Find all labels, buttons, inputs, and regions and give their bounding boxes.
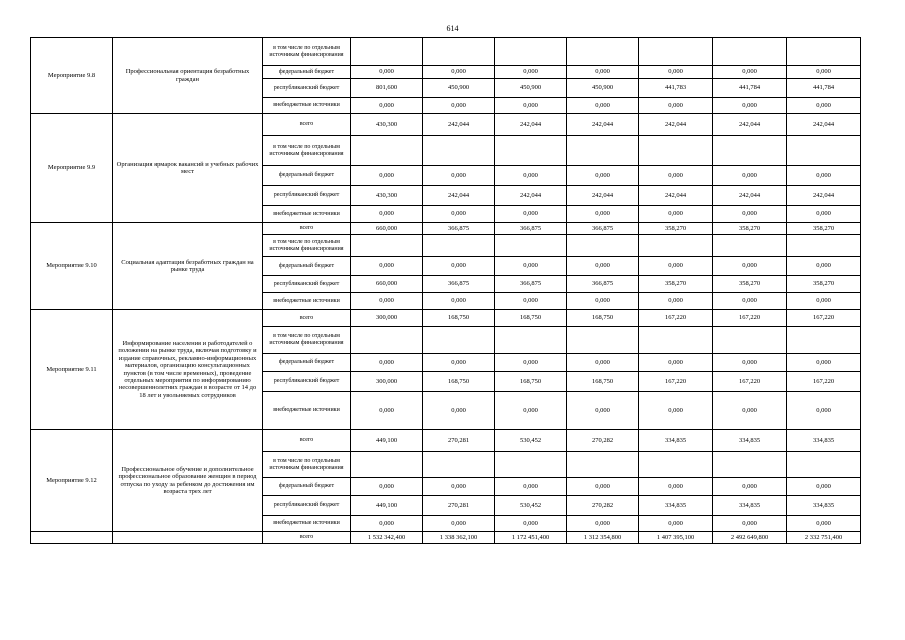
value-cell: 366,875: [567, 223, 639, 235]
value-cell: 167,220: [787, 310, 861, 327]
value-cell: 0,000: [639, 516, 713, 532]
value-cell: [351, 38, 423, 66]
value-cell: 0,000: [423, 98, 495, 114]
financing-table: [30, 37, 861, 544]
value-cell: 270,282: [567, 496, 639, 516]
funding-source-cell: республиканский бюджет: [263, 496, 351, 516]
funding-source-cell: внебюджетные источники: [263, 98, 351, 114]
value-cell: 0,000: [495, 257, 567, 276]
value-cell: 0,000: [423, 257, 495, 276]
value-cell: 167,220: [713, 310, 787, 327]
value-cell: 0,000: [639, 166, 713, 186]
funding-source-cell: федеральный бюджет: [263, 66, 351, 79]
value-cell: 0,000: [713, 257, 787, 276]
value-cell: 0,000: [713, 66, 787, 79]
funding-source-cell: республиканский бюджет: [263, 276, 351, 293]
funding-source-cell: республиканский бюджет: [263, 372, 351, 392]
value-cell: 450,900: [567, 79, 639, 98]
value-cell: [787, 327, 861, 354]
value-cell: 167,220: [713, 372, 787, 392]
value-cell: [713, 452, 787, 478]
value-cell: [351, 136, 423, 166]
value-cell: 0,000: [495, 166, 567, 186]
value-cell: 449,100: [351, 430, 423, 452]
funding-source-cell: в том числе по отдельным источникам финансирования: [263, 327, 351, 354]
value-cell: [351, 235, 423, 257]
description-cell: Информирование населения и работодателей о положении на рынке труда, включая подготовку и издание справочных, рекламно-информационных материалов, организацию консультационных пунктов (в том числе временных), проведение отдельных мероприятия по информированию несовершеннолетних граждан в возрасте от 14 до 18 лет и увольняемых сотрудников: [113, 310, 263, 430]
value-cell: 0,000: [423, 206, 495, 223]
funding-source-cell: всего: [263, 114, 351, 136]
value-cell: 334,835: [639, 430, 713, 452]
value-cell: 530,452: [495, 430, 567, 452]
value-cell: 0,000: [567, 98, 639, 114]
funding-source-cell: всего: [263, 310, 351, 327]
value-cell: [639, 327, 713, 354]
value-cell: [351, 327, 423, 354]
value-cell: 1 338 362,100: [423, 532, 495, 544]
value-cell: [713, 136, 787, 166]
value-cell: 168,750: [567, 310, 639, 327]
value-cell: 270,282: [567, 430, 639, 452]
value-cell: 430,300: [351, 186, 423, 206]
value-cell: 366,875: [495, 223, 567, 235]
value-cell: 0,000: [567, 354, 639, 372]
value-cell: 0,000: [787, 293, 861, 310]
funding-source-cell: всего: [263, 532, 351, 544]
funding-source-cell: в том числе по отдельным источникам финансирования: [263, 38, 351, 66]
value-cell: 0,000: [639, 392, 713, 430]
value-cell: 366,875: [423, 223, 495, 235]
value-cell: 441,784: [713, 79, 787, 98]
value-cell: 167,220: [639, 310, 713, 327]
value-cell: 450,900: [495, 79, 567, 98]
value-cell: 242,044: [639, 114, 713, 136]
value-cell: [495, 38, 567, 66]
value-cell: 0,000: [351, 354, 423, 372]
value-cell: 0,000: [423, 293, 495, 310]
value-cell: 430,300: [351, 114, 423, 136]
funding-source-cell: в том числе по отдельным источникам финансирования: [263, 452, 351, 478]
value-cell: 0,000: [351, 257, 423, 276]
funding-source-cell: в том числе по отдельным источникам финансирования: [263, 235, 351, 257]
funding-source-cell: внебюджетные источники: [263, 206, 351, 223]
value-cell: 334,835: [787, 496, 861, 516]
value-cell: [639, 235, 713, 257]
value-cell: 2 332 751,400: [787, 532, 861, 544]
value-cell: 300,000: [351, 372, 423, 392]
value-cell: 0,000: [351, 98, 423, 114]
value-cell: 242,044: [495, 186, 567, 206]
value-cell: [423, 235, 495, 257]
value-cell: [495, 136, 567, 166]
value-cell: 167,220: [639, 372, 713, 392]
value-cell: 0,000: [713, 98, 787, 114]
value-cell: 242,044: [495, 114, 567, 136]
value-cell: 0,000: [787, 206, 861, 223]
funding-source-cell: федеральный бюджет: [263, 166, 351, 186]
value-cell: 0,000: [351, 206, 423, 223]
value-cell: 0,000: [495, 392, 567, 430]
value-cell: [423, 38, 495, 66]
value-cell: [787, 136, 861, 166]
value-cell: 0,000: [567, 392, 639, 430]
value-cell: 0,000: [713, 206, 787, 223]
value-cell: 660,000: [351, 276, 423, 293]
value-cell: 0,000: [423, 66, 495, 79]
value-cell: 0,000: [639, 478, 713, 496]
value-cell: 0,000: [639, 66, 713, 79]
value-cell: 242,044: [567, 186, 639, 206]
funding-source-cell: внебюджетные источники: [263, 392, 351, 430]
value-cell: 358,270: [713, 223, 787, 235]
table-row: [31, 532, 861, 544]
value-cell: 0,000: [423, 478, 495, 496]
funding-source-cell: республиканский бюджет: [263, 186, 351, 206]
value-cell: [713, 235, 787, 257]
value-cell: 0,000: [495, 516, 567, 532]
value-cell: 1 172 451,400: [495, 532, 567, 544]
value-cell: [567, 136, 639, 166]
value-cell: [639, 452, 713, 478]
description-cell: [113, 532, 263, 544]
value-cell: 168,750: [495, 372, 567, 392]
value-cell: 0,000: [567, 516, 639, 532]
value-cell: 242,044: [423, 186, 495, 206]
value-cell: 0,000: [787, 166, 861, 186]
funding-source-cell: в том числе по отдельным источникам финансирования: [263, 136, 351, 166]
value-cell: 0,000: [567, 66, 639, 79]
value-cell: 0,000: [567, 257, 639, 276]
value-cell: 0,000: [495, 293, 567, 310]
value-cell: [787, 452, 861, 478]
measure-cell: Мероприятие 9.8: [31, 38, 113, 114]
value-cell: 2 492 649,800: [713, 532, 787, 544]
value-cell: 0,000: [713, 354, 787, 372]
measure-cell: Мероприятие 9.9: [31, 114, 113, 223]
value-cell: 530,452: [495, 496, 567, 516]
value-cell: 366,875: [423, 276, 495, 293]
table-row: [31, 223, 861, 235]
funding-source-cell: всего: [263, 223, 351, 235]
value-cell: 366,875: [567, 276, 639, 293]
value-cell: 0,000: [567, 478, 639, 496]
value-cell: 242,044: [787, 114, 861, 136]
value-cell: 366,875: [495, 276, 567, 293]
value-cell: 0,000: [423, 354, 495, 372]
measure-cell: Мероприятие 9.11: [31, 310, 113, 430]
value-cell: 0,000: [495, 206, 567, 223]
value-cell: 0,000: [351, 66, 423, 79]
value-cell: 0,000: [351, 392, 423, 430]
value-cell: 0,000: [639, 293, 713, 310]
value-cell: 168,750: [423, 372, 495, 392]
value-cell: 334,835: [713, 496, 787, 516]
table-row: [31, 114, 861, 136]
value-cell: [713, 38, 787, 66]
measure-cell: Мероприятие 9.12: [31, 430, 113, 532]
value-cell: [639, 136, 713, 166]
funding-source-cell: федеральный бюджет: [263, 257, 351, 276]
value-cell: 0,000: [787, 98, 861, 114]
value-cell: [495, 327, 567, 354]
value-cell: [787, 235, 861, 257]
page-number: 614: [446, 24, 459, 33]
value-cell: 168,750: [495, 310, 567, 327]
value-cell: 1 532 342,400: [351, 532, 423, 544]
value-cell: 242,044: [713, 186, 787, 206]
description-cell: Профессиональное обучение и дополнительное профессиональное образование женщин в период отпуска по уходу за ребенком до достижения им возраста трех лет: [113, 430, 263, 532]
value-cell: 334,835: [713, 430, 787, 452]
value-cell: 0,000: [713, 166, 787, 186]
value-cell: 0,000: [351, 166, 423, 186]
value-cell: 0,000: [567, 206, 639, 223]
value-cell: 0,000: [713, 392, 787, 430]
value-cell: [423, 136, 495, 166]
value-cell: 242,044: [567, 114, 639, 136]
value-cell: 0,000: [639, 354, 713, 372]
value-cell: 0,000: [495, 478, 567, 496]
value-cell: 0,000: [639, 257, 713, 276]
value-cell: 334,835: [787, 430, 861, 452]
value-cell: 0,000: [495, 98, 567, 114]
value-cell: 168,750: [567, 372, 639, 392]
measure-cell: [31, 532, 113, 544]
value-cell: 0,000: [787, 516, 861, 532]
value-cell: 242,044: [639, 186, 713, 206]
value-cell: 0,000: [787, 257, 861, 276]
table-row: [31, 310, 861, 327]
value-cell: [495, 452, 567, 478]
value-cell: 168,750: [423, 310, 495, 327]
table-row: [31, 38, 861, 66]
value-cell: 0,000: [787, 66, 861, 79]
value-cell: 242,044: [713, 114, 787, 136]
value-cell: 0,000: [495, 66, 567, 79]
value-cell: 0,000: [639, 98, 713, 114]
value-cell: [423, 452, 495, 478]
value-cell: 441,783: [639, 79, 713, 98]
table-row: [31, 430, 861, 452]
value-cell: 0,000: [639, 206, 713, 223]
value-cell: [495, 235, 567, 257]
funding-source-cell: федеральный бюджет: [263, 354, 351, 372]
funding-source-cell: федеральный бюджет: [263, 478, 351, 496]
value-cell: 0,000: [567, 166, 639, 186]
value-cell: 242,044: [423, 114, 495, 136]
value-cell: 450,900: [423, 79, 495, 98]
value-cell: 167,220: [787, 372, 861, 392]
value-cell: 0,000: [351, 293, 423, 310]
value-cell: 1 407 395,100: [639, 532, 713, 544]
value-cell: [567, 327, 639, 354]
value-cell: 300,000: [351, 310, 423, 327]
value-cell: 358,270: [787, 223, 861, 235]
value-cell: [639, 38, 713, 66]
value-cell: 0,000: [713, 293, 787, 310]
value-cell: [567, 235, 639, 257]
value-cell: 0,000: [713, 478, 787, 496]
value-cell: 0,000: [351, 478, 423, 496]
value-cell: [351, 452, 423, 478]
value-cell: 449,100: [351, 496, 423, 516]
value-cell: 358,270: [639, 223, 713, 235]
value-cell: 0,000: [787, 392, 861, 430]
value-cell: 0,000: [567, 293, 639, 310]
value-cell: [567, 38, 639, 66]
value-cell: [713, 327, 787, 354]
value-cell: 0,000: [423, 516, 495, 532]
value-cell: 0,000: [713, 516, 787, 532]
value-cell: 801,600: [351, 79, 423, 98]
value-cell: 358,270: [639, 276, 713, 293]
description-cell: Организация ярмарок вакансий и учебных рабочих мест: [113, 114, 263, 223]
value-cell: [787, 38, 861, 66]
value-cell: [423, 327, 495, 354]
value-cell: 0,000: [787, 354, 861, 372]
value-cell: 0,000: [495, 354, 567, 372]
value-cell: 0,000: [787, 478, 861, 496]
measure-cell: Мероприятие 9.10: [31, 223, 113, 310]
funding-source-cell: всего: [263, 430, 351, 452]
value-cell: 1 312 354,800: [567, 532, 639, 544]
value-cell: 660,000: [351, 223, 423, 235]
value-cell: 0,000: [423, 392, 495, 430]
funding-source-cell: внебюджетные источники: [263, 293, 351, 310]
value-cell: 0,000: [351, 516, 423, 532]
value-cell: 0,000: [423, 166, 495, 186]
value-cell: 270,281: [423, 496, 495, 516]
funding-source-cell: внебюджетные источники: [263, 516, 351, 532]
value-cell: 358,270: [787, 276, 861, 293]
value-cell: 270,281: [423, 430, 495, 452]
description-cell: Профессиональная ориентация безработных граждан: [113, 38, 263, 114]
value-cell: 441,784: [787, 79, 861, 98]
value-cell: 242,044: [787, 186, 861, 206]
value-cell: [567, 452, 639, 478]
value-cell: 358,270: [713, 276, 787, 293]
description-cell: Социальная адаптация безработных граждан на рынке труда: [113, 223, 263, 310]
funding-source-cell: республиканский бюджет: [263, 79, 351, 98]
value-cell: 334,835: [639, 496, 713, 516]
